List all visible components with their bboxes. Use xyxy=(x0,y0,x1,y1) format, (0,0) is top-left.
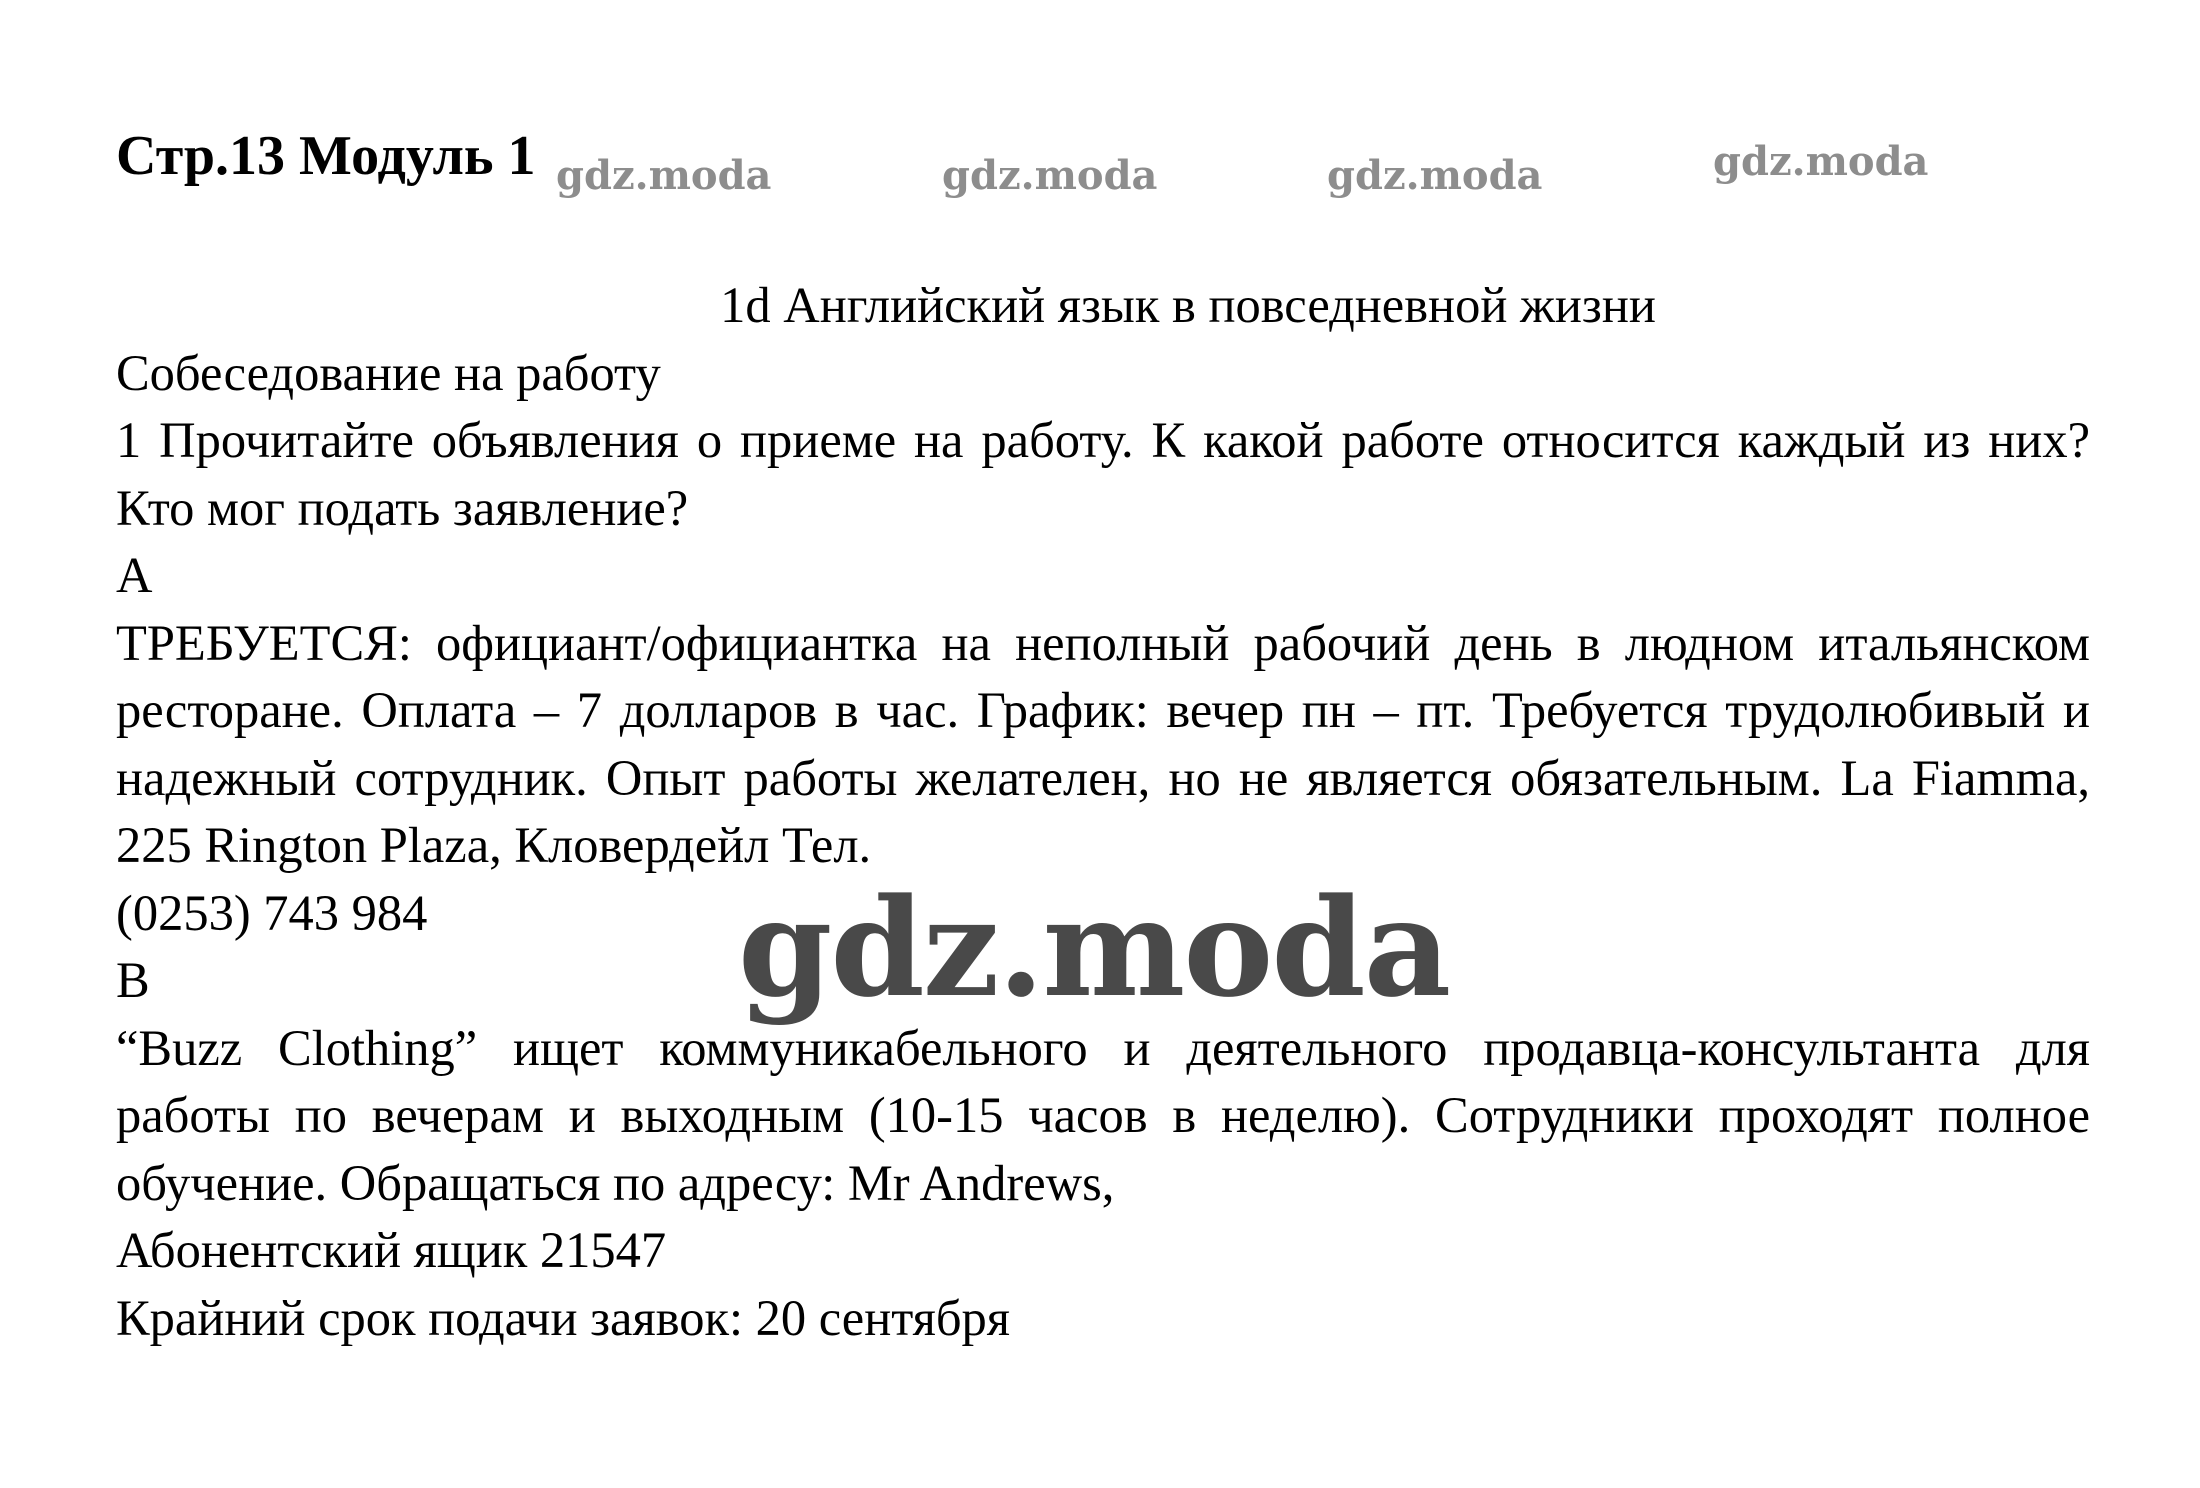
document-body xyxy=(116,272,2090,1352)
watermark: gdz.moda xyxy=(942,152,1158,199)
subtitle: Собеседование на работу xyxy=(116,344,661,401)
ad-b-body: “Buzz Clothing” ищет коммуникабельного и деятельного продавца-консультанта для работы по вечерам и выходным (10-15 часов в неделю). Сотрудники проходят полное обучение. Обращаться по адресу: Mr Andrews, xyxy=(116,1019,2090,1211)
ad-a-letter: A xyxy=(116,547,153,603)
task-instruction: 1 Прочитайте объявления о приеме на работу. К какой работе относится каждый из них? Кто мог подать заявление? xyxy=(116,412,2090,536)
watermark: gdz.moda xyxy=(1713,138,1929,185)
watermark: gdz.moda xyxy=(1327,152,1543,199)
ad-a-phone: (0253) 743 984 xyxy=(116,884,428,941)
ad-b-deadline: Крайний срок подачи заявок: 20 сентября xyxy=(116,1289,1011,1346)
ad-b-letter: B xyxy=(116,952,150,1008)
section-title: 1d Английский язык в повседневной жизни xyxy=(720,277,1656,333)
page-header: Стр.13 Модуль 1 xyxy=(116,125,536,187)
watermark-large: gdz.moda xyxy=(738,868,1450,1027)
ad-b-address: Абонентский ящик 21547 xyxy=(116,1222,667,1278)
watermark: gdz.moda xyxy=(556,152,772,199)
ad-a-body: ТРЕБУЕТСЯ: официант/официантка на неполный рабочий день в людном итальянском ресторане. Оплата – 7 долларов в час. График: вечер пн – пт. Требуется трудолюбивый и надежный сотрудник. Опыт работы желателен, но не является обязательным. La Fiamma, 225 Rington Plaza, Кловердейл Тел. xyxy=(116,614,2090,873)
